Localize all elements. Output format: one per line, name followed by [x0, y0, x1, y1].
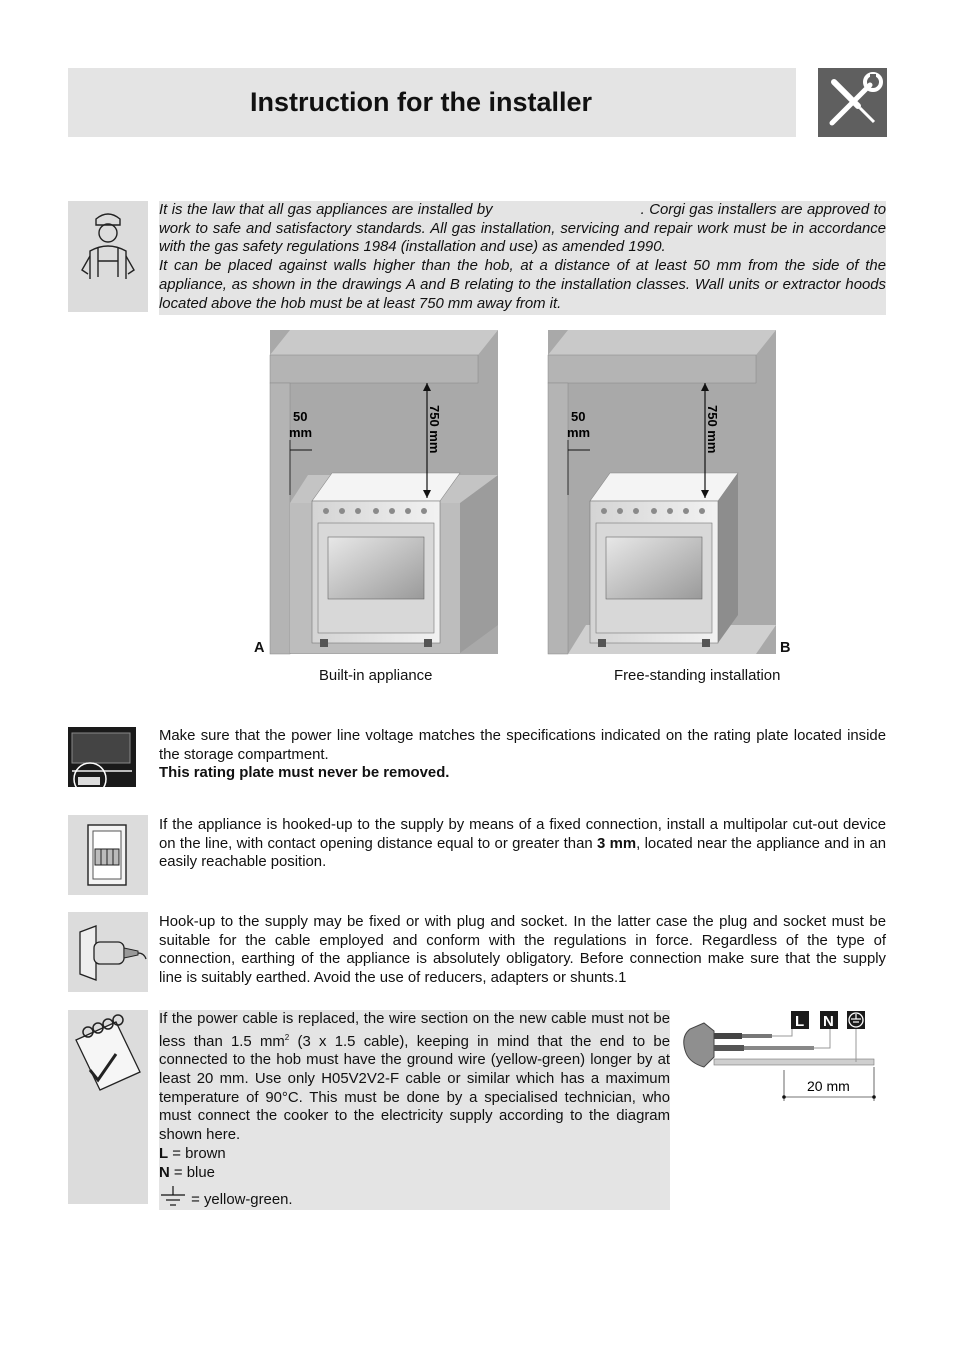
- hookup-instruction: Hook-up to the supply may be fixed or with plug and socket. In the latter case the plug and socket must be suitable for the cable employed and conform with the regulations in force. Regardless of the type of connection, earthing of the appliance is absolutely obligatory. Before connection make sure that the supply line is suitably earthed. Avoid the use of reducers, adapters or shunts.1: [159, 914, 886, 987]
- earth-symbol-icon: [159, 1186, 187, 1208]
- checklist-icon-box: [68, 1010, 148, 1204]
- plug-icon-box: [68, 912, 148, 992]
- hookup-text: [159, 913, 886, 988]
- rating-plate-warning: This rating plate must never be removed.: [159, 765, 450, 782]
- intro-text: [159, 201, 886, 315]
- page-title: Instruction for the installer: [250, 87, 593, 117]
- legend-n-key: N: [159, 1164, 170, 1181]
- fig-a-dim-side-unit: mm: [289, 425, 313, 440]
- installer-icon: [68, 201, 148, 312]
- switch-icon-box: [68, 815, 148, 895]
- figure-a-letter: A: [254, 640, 265, 656]
- tools-icon: [818, 68, 887, 137]
- legend-l-key: L: [159, 1145, 169, 1162]
- fig-a-dim-top: 750 mm: [427, 405, 442, 454]
- fixed-distance: 3 mm: [597, 835, 637, 852]
- diagram-n-label: N: [823, 1013, 834, 1030]
- diagram-dim-label: 20 mm: [807, 1078, 850, 1094]
- rating-plate-icon-box: [68, 727, 148, 797]
- voltage-text: [159, 727, 886, 783]
- figure-b-letter: B: [780, 640, 791, 656]
- intro-line1-start: It is the law that all gas appliances are installed by: [159, 202, 493, 218]
- legend-earth-value: = yellow-green.: [187, 1192, 293, 1209]
- cable-diagram: [680, 1005, 890, 1105]
- cable-text: [159, 1010, 670, 1210]
- voltage-instruction: Make sure that the power line voltage matches the specifications indicated on the rating plate located inside the storage compartment.: [159, 728, 886, 763]
- fig-b-dim-side: 50: [571, 409, 586, 424]
- fixed-connection-text: [159, 816, 886, 872]
- intro-line2: It can be placed against walls higher than the hob, at a distance of at least 50 mm from the side of the appliance, as shown in the drawings A and B relating to the installation classes. Wall units or extractor hoods located above the hob must be at least 750 mm away from it.: [159, 258, 886, 312]
- diagram-l-label: L: [795, 1013, 805, 1030]
- legend-l-value: = brown: [168, 1145, 226, 1162]
- installer-icon-box: [68, 201, 148, 312]
- rating-plate-icon: [68, 727, 148, 797]
- fixed-text-b: , located near the appliance and in an easily reachable position.: [159, 835, 887, 871]
- figure-b-caption: Free-standing installation: [614, 668, 781, 684]
- fig-a-dim-side: 50: [293, 409, 308, 424]
- figure-a: [270, 330, 498, 654]
- checklist-icon: [68, 1010, 148, 1204]
- fig-b-dim-top: 750 mm: [705, 405, 720, 454]
- earth-circle-icon: [847, 1011, 865, 1029]
- cable-sup: 2: [284, 1032, 290, 1042]
- installation-diagrams: [250, 325, 810, 665]
- cable-text-b: (3 x 1.5 cable), keeping in mind that the end to be connected to the hob must have the ground wire (yellow-green) longer by at least 20 mm. Use only H05V2V2-F cable or similar which has a maximum temperature of 90°C. This must be done by a specialised technician, who must connect the cooker to the electricity supply according to the diagram shown here.: [159, 1033, 670, 1144]
- plug-socket-icon: [68, 912, 148, 992]
- figure-b: [548, 330, 776, 654]
- fixed-text-a: If the appliance is hooked-up to the supply by means of a fixed connection, install a multipolar cut-out device on the line, with contact opening distance equal to or greater than: [159, 817, 886, 852]
- fig-b-dim-side-unit: mm: [567, 425, 591, 440]
- multipolar-switch-icon: [68, 815, 148, 895]
- intro-line1-end: . Corgi gas installers are approved to work to safe and satisfactory standards. All gas installation, servicing and repair work must be in accordance with the gas safety regulations 1984 (installation and use) as amended 1990.: [159, 202, 887, 256]
- legend-n-value: = blue: [169, 1164, 215, 1181]
- cable-text-a: If the power cable is replaced, the wire section on the new cable must not be less than 1.5 mm: [159, 1011, 670, 1050]
- figure-a-caption: Built-in appliance: [319, 668, 433, 684]
